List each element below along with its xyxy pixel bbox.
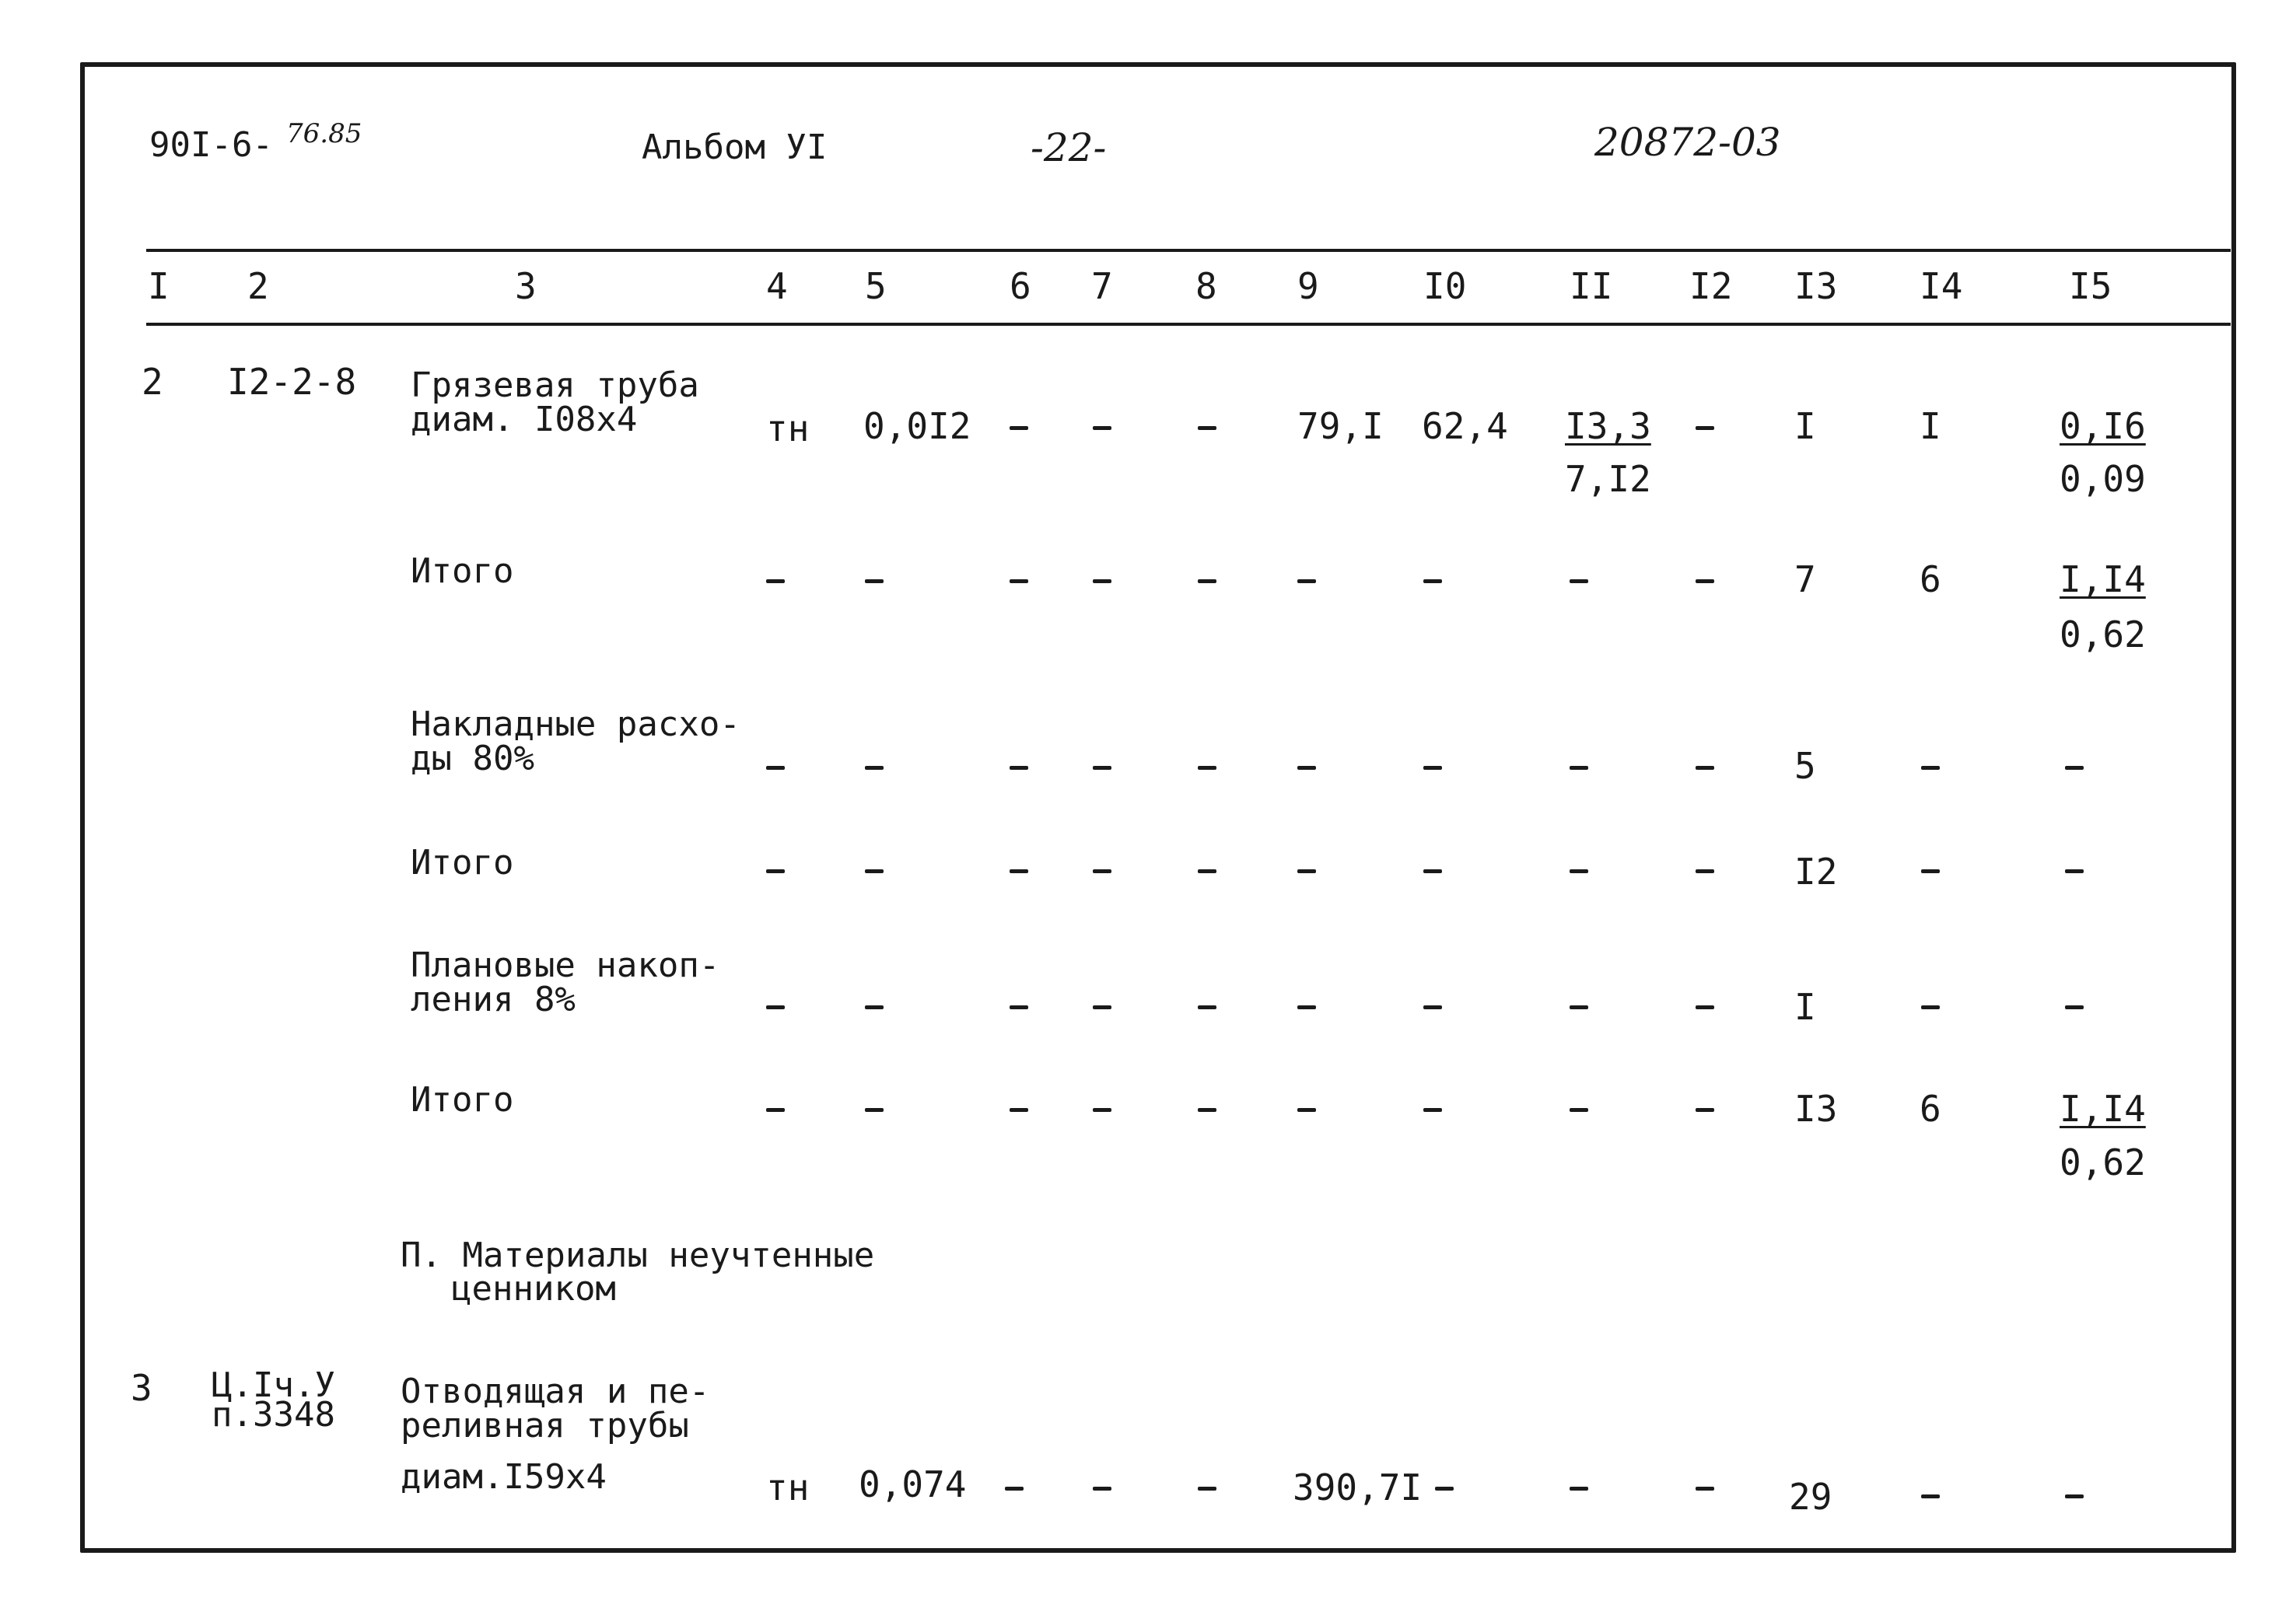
row7-unit: тн: [766, 1466, 810, 1508]
row5-dash-8: [1198, 1005, 1216, 1009]
col-header-4: 4: [766, 265, 788, 307]
row1-dash-6: [1010, 426, 1028, 430]
row6-dash-10: [1423, 1108, 1442, 1112]
row2-dash-4: [766, 579, 785, 583]
row1-num: 2: [142, 361, 163, 403]
row6-col13: I3: [1794, 1088, 1838, 1130]
row6-name: Итого: [411, 1080, 514, 1120]
row2-dash-7: [1093, 579, 1111, 583]
row1-dash-12: [1696, 426, 1714, 430]
row3-dash-11: [1570, 766, 1588, 770]
row1-col10: 62,4: [1422, 405, 1508, 447]
row1-col15-bottom: 0,09: [2060, 458, 2146, 500]
row1-col14: I: [1920, 405, 1941, 447]
row1-dash-7: [1093, 426, 1111, 430]
album-label: Альбом УI: [642, 128, 828, 167]
row7-dash-15: [2065, 1494, 2084, 1498]
row2-dash-11: [1570, 579, 1588, 583]
row3-dash-4: [766, 766, 785, 770]
row4-dash-15: [2065, 869, 2084, 873]
row7-name-line1: Отводящая и пе-: [401, 1372, 710, 1411]
row7-col13: 29: [1789, 1476, 1832, 1518]
column-header-top-rule: [146, 249, 2231, 252]
row1-unit: тн: [766, 407, 810, 449]
row2-dash-12: [1696, 579, 1714, 583]
row2-dash-8: [1198, 579, 1216, 583]
row3-dash-14: [1921, 766, 1940, 770]
page-number: -22-: [1031, 125, 1107, 170]
col-header-12: I2: [1689, 265, 1733, 307]
row2-col15-bottom: 0,62: [2060, 613, 2146, 655]
row5-col13: I: [1794, 986, 1816, 1028]
row4-dash-12: [1696, 869, 1714, 873]
row7-dash-10: [1435, 1487, 1454, 1491]
col-header-14: I4: [1920, 265, 1963, 307]
row1-code: I2-2-8: [227, 361, 357, 403]
row3-dash-7: [1093, 766, 1111, 770]
row1-col15-top: 0,I6: [2060, 405, 2146, 447]
row1-col9: 79,I: [1297, 405, 1384, 447]
row6-dash-9: [1297, 1108, 1316, 1112]
row6-col15-bottom: 0,62: [2060, 1141, 2146, 1183]
row4-col13: I2: [1794, 851, 1838, 893]
row4-dash-6: [1010, 869, 1028, 873]
row3-dash-9: [1297, 766, 1316, 770]
row2-dash-6: [1010, 579, 1028, 583]
col-header-5: 5: [865, 265, 887, 307]
row6-dash-11: [1570, 1108, 1588, 1112]
row4-name: Итого: [411, 843, 514, 883]
row4-dash-7: [1093, 869, 1111, 873]
row6-dash-6: [1010, 1108, 1028, 1112]
page-frame: [80, 62, 2236, 1553]
row7-dash-7: [1093, 1487, 1111, 1491]
col-header-8: 8: [1195, 265, 1217, 307]
row3-dash-6: [1010, 766, 1028, 770]
row3-dash-5: [865, 766, 884, 770]
row1-col13: I: [1794, 405, 1816, 447]
col-header-15: I5: [2069, 265, 2112, 307]
row4-dash-5: [865, 869, 884, 873]
row3-dash-12: [1696, 766, 1714, 770]
row7-code-line2: п.3348: [212, 1395, 335, 1435]
col-header-7: 7: [1091, 265, 1113, 307]
row5-dash-4: [766, 1005, 785, 1009]
section-heading-line2: ценником: [451, 1269, 616, 1309]
row1-col11-top: I3,3: [1565, 405, 1651, 447]
row5-name-line1: Плановые накоп-: [411, 946, 720, 985]
col-header-6: 6: [1010, 265, 1031, 307]
row5-dash-15: [2065, 1005, 2084, 1009]
row3-col13: 5: [1794, 745, 1816, 787]
row1-qty: 0,0I2: [863, 405, 971, 447]
doc-code: 90I-6-: [149, 125, 273, 165]
row2-col14: 6: [1920, 558, 1941, 600]
row4-dash-10: [1423, 869, 1442, 873]
row3-dash-8: [1198, 766, 1216, 770]
row3-dash-10: [1423, 766, 1442, 770]
row3-name-line1: Накладные расхо-: [411, 704, 740, 744]
row7-dash-14: [1921, 1494, 1940, 1498]
row6-col15-top: I,I4: [2060, 1088, 2146, 1130]
row1-col11-bottom: 7,I2: [1565, 458, 1651, 500]
row7-dash-8: [1198, 1487, 1216, 1491]
row4-dash-14: [1921, 869, 1940, 873]
reference-number: 20872-03: [1594, 120, 1781, 165]
row6-dash-8: [1198, 1108, 1216, 1112]
col-header-1: I: [148, 265, 170, 307]
row1-dash-8: [1198, 426, 1216, 430]
column-header-bottom-rule: [146, 323, 2231, 326]
row5-dash-7: [1093, 1005, 1111, 1009]
row5-dash-14: [1921, 1005, 1940, 1009]
col-header-13: I3: [1794, 265, 1838, 307]
row4-dash-8: [1198, 869, 1216, 873]
doc-code-handwritten: 76.85: [286, 118, 362, 149]
col-header-2: 2: [247, 265, 269, 307]
row4-dash-4: [766, 869, 785, 873]
col-header-9: 9: [1297, 265, 1319, 307]
row5-dash-5: [865, 1005, 884, 1009]
row1-name-line1: Грязевая труба: [411, 365, 699, 405]
row5-dash-12: [1696, 1005, 1714, 1009]
row6-dash-7: [1093, 1108, 1111, 1112]
row3-name-line2: ды 80%: [411, 739, 534, 778]
row5-dash-6: [1010, 1005, 1028, 1009]
row7-name-line2: реливная трубы: [401, 1406, 689, 1445]
row2-dash-5: [865, 579, 884, 583]
row4-dash-9: [1297, 869, 1316, 873]
row7-name-line3: диам.I59x4: [401, 1457, 607, 1497]
row6-col14: 6: [1920, 1088, 1941, 1130]
row5-name-line2: ления 8%: [411, 980, 576, 1019]
row2-name: Итого: [411, 551, 514, 591]
row5-dash-9: [1297, 1005, 1316, 1009]
col-header-11: II: [1570, 265, 1613, 307]
row6-dash-4: [766, 1108, 785, 1112]
section-heading-line1: П. Материалы неучтенные: [401, 1236, 875, 1275]
row2-dash-9: [1297, 579, 1316, 583]
row7-num: 3: [131, 1367, 152, 1409]
row7-dash-12: [1696, 1487, 1714, 1491]
row5-dash-10: [1423, 1005, 1442, 1009]
row1-name-line2: диам. I08x4: [411, 400, 638, 439]
row7-qty: 0,074: [859, 1463, 967, 1505]
col-header-10: I0: [1423, 265, 1467, 307]
row7-dash-6: [1005, 1487, 1024, 1491]
row6-dash-5: [865, 1108, 884, 1112]
row7-col9: 390,7I: [1293, 1466, 1423, 1508]
row6-dash-12: [1696, 1108, 1714, 1112]
row2-dash-10: [1423, 579, 1442, 583]
row3-dash-15: [2065, 766, 2084, 770]
row7-code-line1: Ц.Iч.У: [212, 1365, 335, 1405]
row7-dash-11: [1570, 1487, 1588, 1491]
row4-dash-11: [1570, 869, 1588, 873]
row2-col13: 7: [1794, 558, 1816, 600]
col-header-3: 3: [515, 265, 537, 307]
row2-col15-top: I,I4: [2060, 558, 2146, 600]
row5-dash-11: [1570, 1005, 1588, 1009]
